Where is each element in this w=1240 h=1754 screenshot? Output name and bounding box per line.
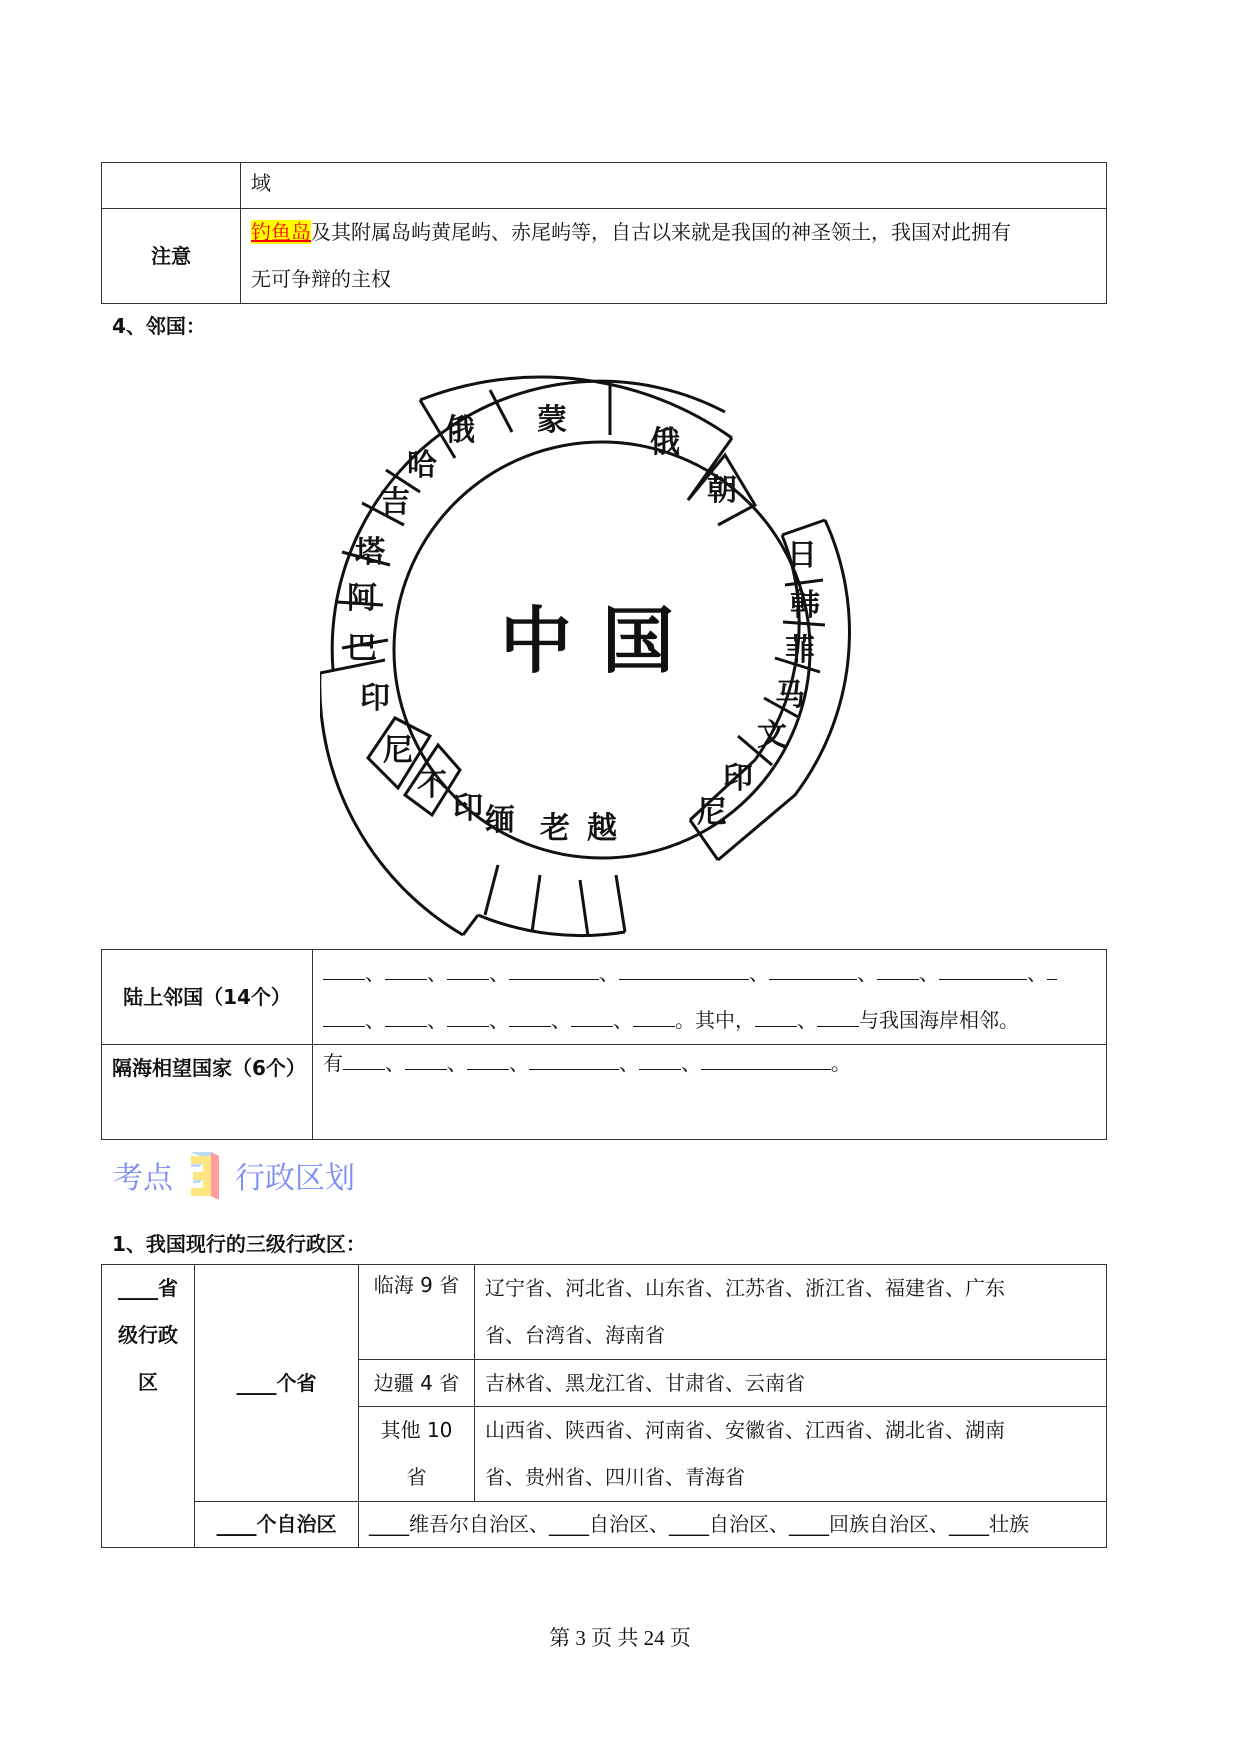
number-three-block-icon: [187, 1150, 221, 1200]
sea-label-indonesia-2: 尼: [697, 795, 727, 830]
ring-label-pakistan: 巴: [347, 631, 377, 666]
page-footer: 第 3 页 共 24 页: [549, 1626, 691, 1650]
other-provinces-list: 山西省、陕西省、河南省、安徽省、江西省、湖北省、湖南 省、贵州省、四川省、青海省: [475, 1407, 1107, 1502]
ring-label-russia-left: 俄: [445, 413, 475, 448]
kaodian-heading: [113, 1150, 355, 1200]
note-text: 及其附属岛屿黄尾屿、赤尾屿等，自古以来就是我国的神圣领土，我国对此拥有: [311, 220, 1011, 244]
autonomous-regions-count-label: ____个自治区: [195, 1502, 359, 1548]
top-table-content-yu: 域: [241, 163, 1107, 209]
section-heading-neighbors: 4、邻国：: [112, 314, 206, 338]
ring-label-afghanistan: 阿: [347, 581, 377, 616]
top-table: [101, 162, 1107, 304]
ring-label-vietnam: 越: [587, 811, 617, 846]
coastal-provinces-label: 临海 9 省: [359, 1265, 475, 1360]
sea-label-malaysia: 马: [775, 678, 805, 713]
china-label: 中国: [499, 599, 705, 683]
sea-neighbors-label: 隔海相望国家（6个）: [102, 1045, 313, 1140]
ring-label-russia-right: 俄: [650, 425, 680, 460]
province-level-label: ____省 级行政 区: [102, 1265, 195, 1548]
sea-label-japan: 日: [787, 538, 817, 573]
neighbors-diagram: [320, 340, 940, 940]
admin-divisions-table: [101, 1264, 1107, 1548]
land-neighbors-line1: 、 、 、 、 、 、 、 、: [323, 961, 1057, 985]
kaodian-title: 行政区划: [235, 1161, 355, 1196]
note-content: [241, 209, 1107, 304]
ring-label-nepal: 尼: [383, 733, 413, 768]
neighbors-table: [101, 949, 1107, 1140]
sea-label-indonesia-1: 印: [723, 761, 753, 796]
ring-label-kyrgyzstan: 吉: [380, 485, 410, 520]
border-provinces-list: 吉林省、黑龙江省、甘肃省、云南省: [475, 1360, 1107, 1407]
ring-label-dprk: 朝: [707, 473, 737, 508]
kaodian-prefix: 考点: [113, 1161, 173, 1196]
provinces-count-label: ____个省: [195, 1265, 359, 1502]
sea-neighbors-fill: 有 、 、 、 、 、 。: [313, 1045, 1107, 1140]
ring-label-bhutan: 不: [417, 768, 447, 803]
sea-label-korea: 韩: [790, 588, 820, 623]
ring-label-myanmar: 缅: [485, 803, 515, 838]
ring-label-india: 印: [360, 681, 390, 716]
border-provinces-label: 边疆 4 省: [359, 1360, 475, 1407]
note-text-line2: 无可争辩的主权: [251, 267, 391, 291]
land-neighbors-line2: 、 、 、 、 、 。其中， 、 与我国海岸相邻。: [323, 1008, 1019, 1032]
coastal-provinces-list: 辽宁省、河北省、山东省、江苏省、浙江省、福建省、广东 省、台湾省、海南省: [475, 1265, 1107, 1360]
ring-label-tajikistan: 塔: [355, 535, 385, 570]
diaoyu-island-highlight: 钓鱼岛: [251, 220, 311, 244]
ring-label-laos: 老: [540, 811, 570, 846]
other-provinces-label: 其他 10 省: [359, 1407, 475, 1502]
top-table-label-empty: [102, 163, 241, 209]
autonomous-regions-list: ____维吾尔自治区、____自治区、____自治区、____回族自治区、____壮族: [359, 1502, 1107, 1548]
ring-label-kazakhstan: 哈: [407, 448, 437, 483]
land-neighbors-label: 陆上邻国（14个）: [102, 950, 313, 1045]
ring-label-india2: 印: [453, 791, 483, 826]
land-neighbors-fill: [313, 950, 1107, 1045]
south-ring-outer: [320, 673, 463, 935]
section-heading-admin: 1、我国现行的三级行政区：: [112, 1232, 366, 1256]
sea-label-philippines: 菲: [785, 633, 815, 668]
sea-label-brunei: 文: [757, 718, 787, 753]
note-label: 注意: [102, 209, 241, 304]
ring-label-mongolia: 蒙: [537, 403, 567, 438]
